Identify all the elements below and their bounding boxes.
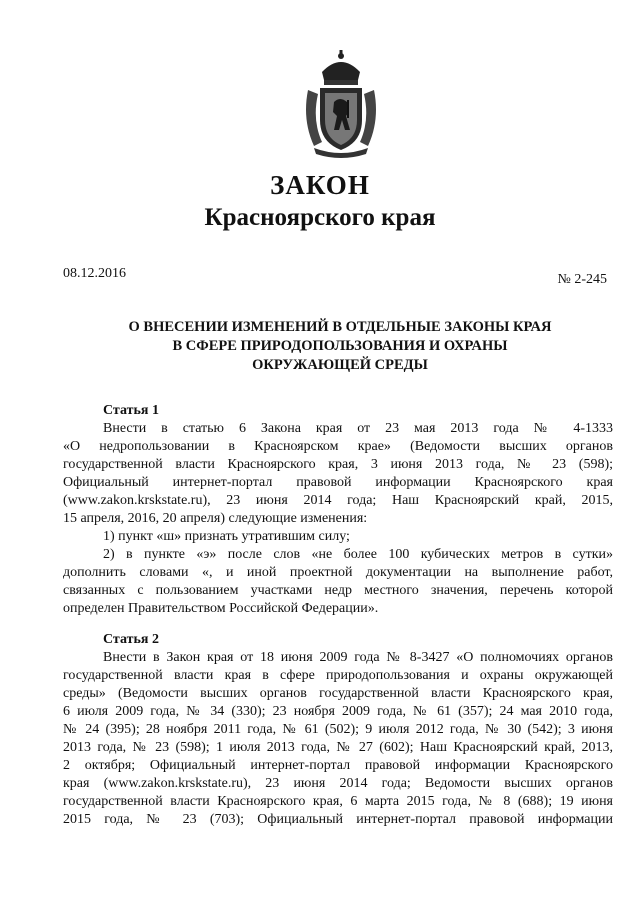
text-line: среды» (Ведомости высших органов государственной власти Красноярского края, — [63, 686, 613, 701]
text-line: определен Правительством Российской Федерации». — [63, 601, 379, 616]
document-title-line: В СФЕРЕ ПРИРОДОПОЛЬЗОВАНИЯ И ОХРАНЫ — [172, 338, 508, 354]
text-line: Официальный интернет-портал правовой информации Красноярского края — [63, 475, 613, 490]
text-line: 2013 года, № 23 (598); 1 июля 2013 года, № 27 (602); Наш Красноярский край, 2013, — [63, 740, 613, 755]
text-line: 2) в пункте «э» после слов «не более 100 кубических метров в сутки» — [103, 547, 613, 562]
text-line: 2015 года, № 23 (703); Официальный интернет-портал правовой информации — [63, 812, 613, 827]
text-line: связанных с пользованием участками недр местного значения, перечень которой — [63, 583, 613, 598]
text-line: 2 октября; Официальный интернет-портал правовой информации Красноярского — [63, 758, 613, 773]
text-line: дополнить словами «, и иной проектной документации на выполнение работ, — [63, 565, 613, 580]
document-title-line: О ВНЕСЕНИИ ИЗМЕНЕНИЙ В ОТДЕЛЬНЫЕ ЗАКОНЫ КРАЯ — [128, 319, 552, 335]
text-line: 15 апреля, 2016, 20 апреля) следующие изменения: — [63, 511, 368, 526]
law-date: 08.12.2016 — [63, 266, 126, 281]
text-line: (www.zakon.krskstate.ru), 23 июня 2014 года; Наш Красноярский край, 2015, — [63, 493, 613, 508]
article-1-heading: Статья 1 — [103, 403, 159, 418]
document-title — [90, 318, 590, 375]
text-line: государственной власти Красноярского края, 3 июня 2013 года, № 23 (598); — [63, 457, 613, 472]
text-line: государственной власти края в сфере природопользования и охраны окружающей — [63, 668, 613, 683]
law-subtitle: Красноярского края — [204, 204, 436, 231]
article-2-body — [63, 649, 613, 829]
document-title-line: ОКРУЖАЮЩЕЙ СРЕДЫ — [252, 357, 428, 373]
text-line: Внести в Закон края от 18 июня 2009 года № 8-3427 «О полномочиях органов — [103, 650, 613, 665]
coat-of-arms-icon — [300, 50, 382, 160]
text-line: государственной власти Красноярского края, 6 марта 2015 года, № 8 (688); 19 июня — [63, 794, 613, 809]
text-line: «О недропользовании в Красноярском крае» (Ведомости высших органов — [63, 439, 613, 454]
law-title: ЗАКОН — [270, 170, 370, 200]
text-line: 6 июля 2009 года, № 34 (330); 23 ноября 2009 года, № 61 (357); 24 мая 2010 года, — [63, 704, 613, 719]
text-line: № 24 (395); 28 ноября 2011 года, № 61 (502); 9 июля 2012 года, № 30 (542); 3 июня — [63, 722, 613, 737]
text-line: 1) пункт «ш» признать утратившим силу; — [103, 529, 350, 544]
text-line: Внести в статью 6 Закона края от 23 мая 2013 года № 4-1333 — [103, 421, 613, 436]
law-number: № 2-245 — [557, 272, 607, 287]
text-line: края (www.zakon.krskstate.ru), 23 июня 2014 года; Ведомости высших органов — [63, 776, 613, 791]
article-1-body — [63, 420, 613, 618]
article-2-heading: Статья 2 — [103, 632, 159, 647]
